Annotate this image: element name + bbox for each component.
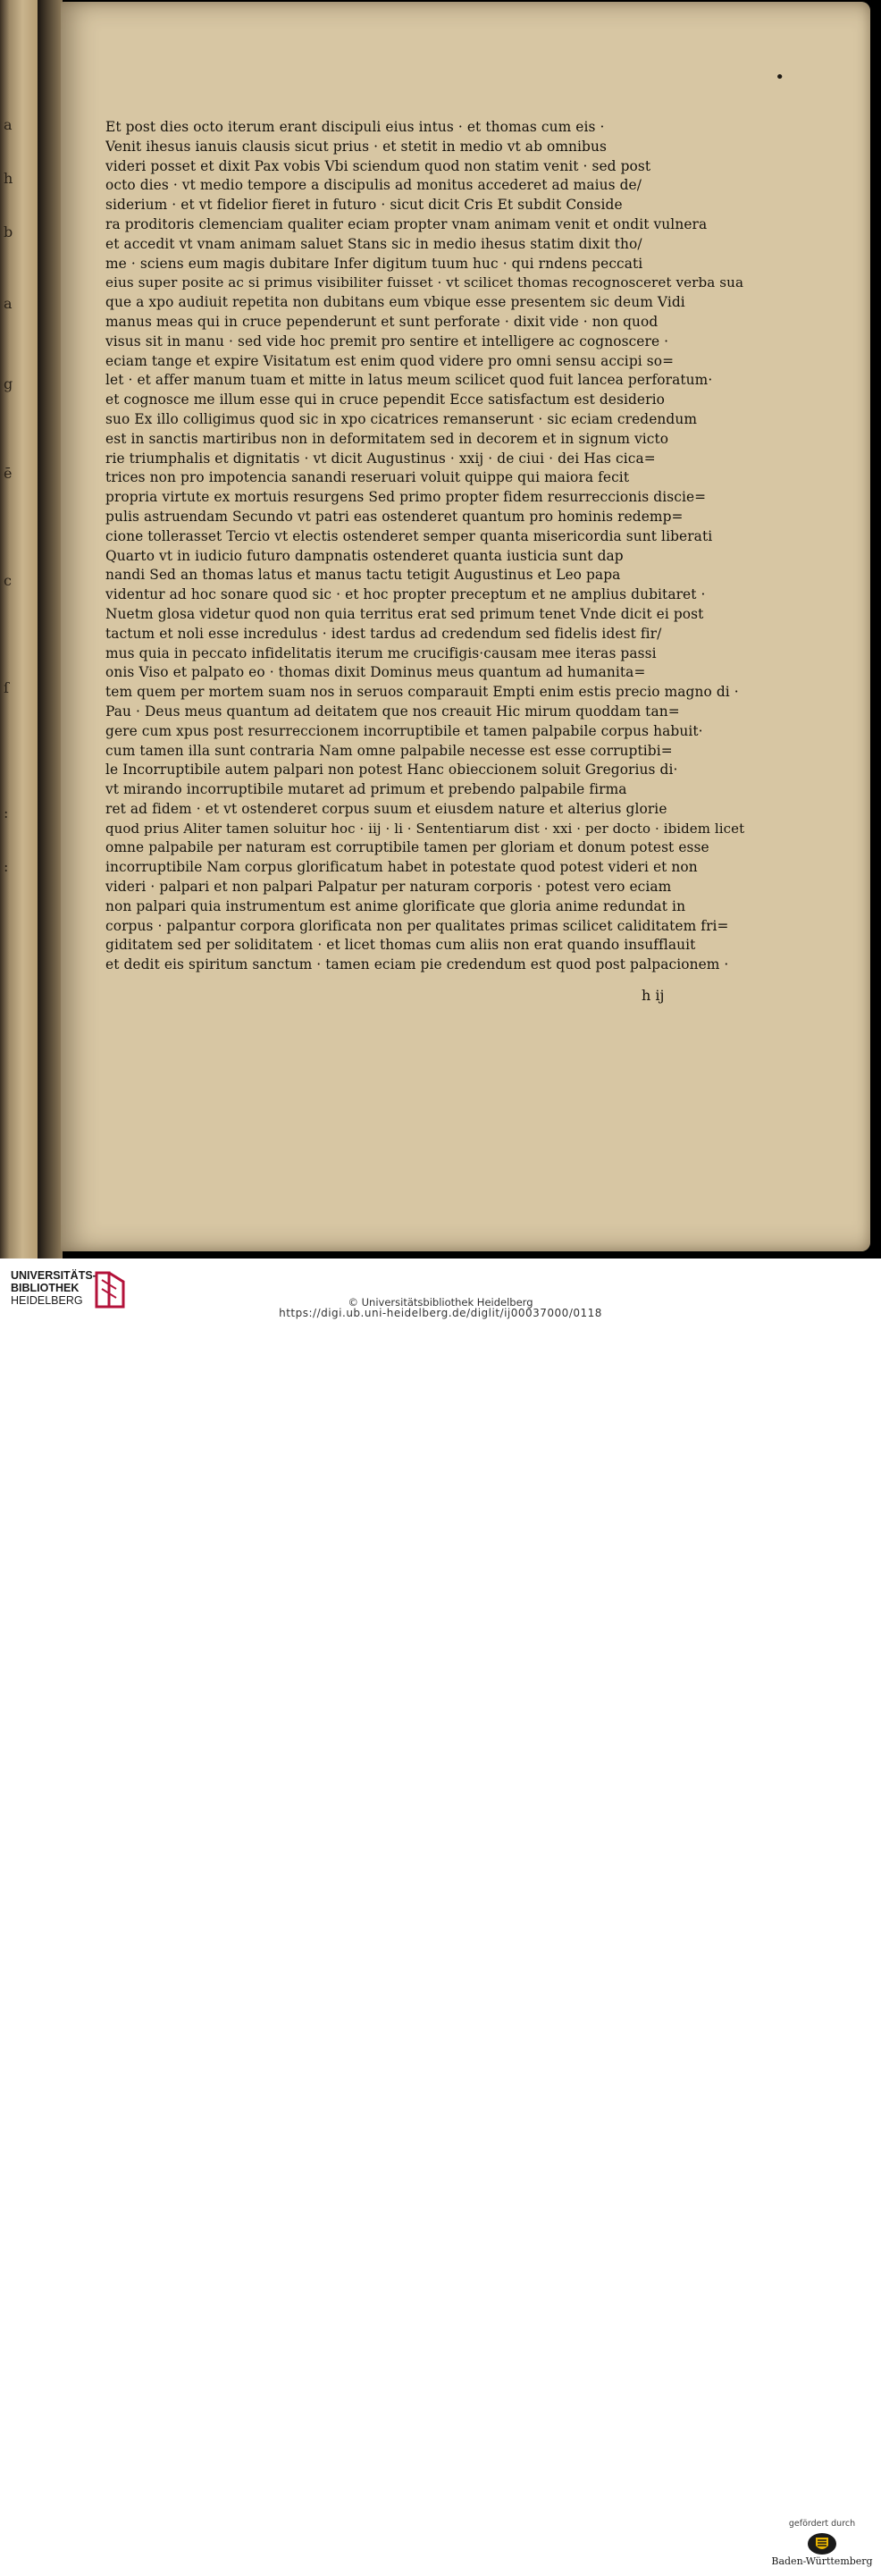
sponsor-name: Baden-Württemberg xyxy=(771,2555,873,2567)
text-line: ra proditoris clemenciam qualiter eciam propter vnam animam venit et ondit vulnera xyxy=(105,215,708,232)
text-line: octo dies · vt medio tempore a discipulis ad monitus accederet ad maius de/ xyxy=(105,177,642,194)
text-line: omne palpabile per naturam est corruptibile tamen per gloriam et donum potest esse xyxy=(105,839,709,856)
sponsor-label: gefördert durch xyxy=(788,2519,856,2529)
text-line: quod prius Aliter tamen soluitur hoc · iij · li · Sententiarum dist · xxi · per docto · ibidem licet xyxy=(105,820,745,837)
text-line: cione tollerasset Tercio vt electis ostenderet semper quanta misericordia sunt liberati xyxy=(105,527,713,544)
text-line: Nuetm glosa videtur quod non quia territus erat sed primum tenet Vnde dicit ei post xyxy=(105,605,704,622)
text-line: videri posset et dixit Pax vobis Vbi sciendum quod non statim venit · sed post xyxy=(105,157,651,174)
text-line: ret ad fidem · et vt ostenderet corpus suum et eiusdem nature et alterius glorie xyxy=(105,800,667,817)
text-line: et cognosce me illum esse qui in cruce pependit Ecce satisfactum est desiderio xyxy=(105,391,665,408)
text-line: tem quem per mortem suam nos in seruos comparauit Empti enim estis precio magno di · xyxy=(105,684,739,701)
corner-mark: • xyxy=(775,68,785,87)
left-page-edge: a h b a g ē c ſ : : xyxy=(0,0,38,1259)
text-line: Et post dies octo iterum erant discipuli eius intus · et thomas cum eis · xyxy=(105,119,605,135)
text-line: vt mirando incorruptibile mutaret ad primum et prebendo palpabile firma xyxy=(105,781,627,798)
page-scan xyxy=(0,0,881,1259)
text-line: non palpari quia instrumentum est anime glorificate que gloria anime redundat in xyxy=(105,897,686,914)
book-page xyxy=(61,2,870,1251)
text-line: Quarto vt in iudicio futuro dampnatis ostenderet quanta iusticia sunt dap xyxy=(105,547,624,564)
text-line: que a xpo audiuit repetita non dubitans eum vbique esse presentem sic deum Vidi xyxy=(105,294,685,311)
text-line: rie triumphalis et dignitatis · vt dicit Augustinus · xxij · de ciui · dei Has cica= xyxy=(105,450,656,467)
logo-line-3: HEIDELBERG xyxy=(11,1294,83,1307)
text-line: eciam tange et expire Visitatum est enim quod videre pro omni sensu accipi so= xyxy=(105,352,675,369)
catchword: h ij xyxy=(642,987,665,1004)
text-line: le Incorruptibile autem palpari non potest Hanc obieccionem soluit Gregorius di· xyxy=(105,762,678,779)
permalink-url[interactable]: https://digi.ub.uni-heidelberg.de/diglit/ij00037000/0118 xyxy=(279,1307,602,1319)
text-line: onis Viso et palpato eo · thomas dixit Dominus meus quantum ad humanita= xyxy=(105,664,646,681)
copyright-notice: © Universitätsbibliothek Heidelberg xyxy=(348,1296,533,1309)
text-line: videntur ad hoc sonare quod sic · et hoc propter preceptum et ne amplius dubitaret · xyxy=(105,586,706,603)
text-line: pulis astruendam Secundo vt patri eas ostenderet quantum pro hominis redemp= xyxy=(105,508,684,525)
text-line: eius super posite ac si primus visibiliter fuisset · vt scilicet thomas recognosceret verba sua xyxy=(105,274,744,291)
text-line: Pau · Deus meus quantum ad deitatem que nos creauit Hic mirum quoddam tan= xyxy=(105,703,680,720)
text-line: tactum et noli esse incredulus · idest tardus ad credendum sed fidelis idest fir/ xyxy=(105,625,662,642)
text-line: et dedit eis spiritum sanctum · tamen eciam pie credendum est quod post palpacionem · xyxy=(105,956,729,973)
text-line: et accedit vt vnam animam saluet Stans sic in medio ihesus statim dixit tho/ xyxy=(105,235,642,252)
text-line: videri · palpari et non palpari Palpatur per naturam corporis · potest vero eciam xyxy=(105,879,672,896)
text-line: me · sciens eum magis dubitare Infer digitum tuum huc · qui rndens peccati xyxy=(105,255,643,272)
binding-gutter xyxy=(38,0,63,1259)
main-text-block xyxy=(105,118,749,975)
text-line: Venit ihesus ianuis clausis sicut prius · et stetit in medio vt ab omnibus xyxy=(105,138,607,155)
text-line: propria virtute ex mortuis resurgens Sed primo propter fidem resurreccionis discie= xyxy=(105,489,707,506)
text-line: suo Ex illo colligimus quod sic in xpo cicatrices remanserunt · sic eciam credendum xyxy=(105,410,698,427)
text-line: est in sanctis martiribus non in deformitatem sed in decorem et in signum victo xyxy=(105,430,669,447)
logo-line-2: BIBLIOTHEK xyxy=(11,1282,80,1294)
text-line: cum tamen illa sunt contraria Nam omne palpabile necesse est esse corruptibi= xyxy=(105,742,673,759)
text-line: corpus · palpantur corpora glorificata non per qualitates primas scilicet caliditatem fri= xyxy=(105,917,729,934)
text-line: trices non pro impotencia sanandi reseruari voluit quippe qui maiora fecit xyxy=(105,469,630,486)
text-line: visus sit in manu · sed vide hoc premit pro sentire et intelligere ac cognoscere · xyxy=(105,333,669,349)
text-line: let · et affer manum tuam et mitte in latus meum scilicet quod fuit lancea perforatum· xyxy=(105,372,713,389)
sponsor-block[interactable] xyxy=(768,2519,876,2576)
text-line: incorruptibile Nam corpus glorificatum habet in potestate quod potest videri et non xyxy=(105,859,698,876)
text-line: giditatem sed per soliditatem · et licet thomas cum aliis non erat quando insufflauit xyxy=(105,937,696,954)
text-line: gere cum xpus post resurreccionem incorruptibile et tamen palpabile corpus habuit· xyxy=(105,722,703,739)
text-line: siderium · et vt fidelior fieret in futuro · sicut dicit Cris Et subdit Conside xyxy=(105,197,623,214)
text-line: manus meas qui in cruce pependerunt et sunt perforate · dixit vide · non quod xyxy=(105,313,659,330)
baden-wuerttemberg-seal-icon xyxy=(806,2531,838,2556)
logo-line-1: UNIVERSITÄTS- xyxy=(11,1269,96,1282)
text-line: nandi Sed an thomas latus et manus tactu tetigit Augustinus et Leo papa xyxy=(105,567,621,584)
text-line: mus quia in peccato infidelitatis iterum me crucifigis·causam mee iteras passi xyxy=(105,644,657,661)
